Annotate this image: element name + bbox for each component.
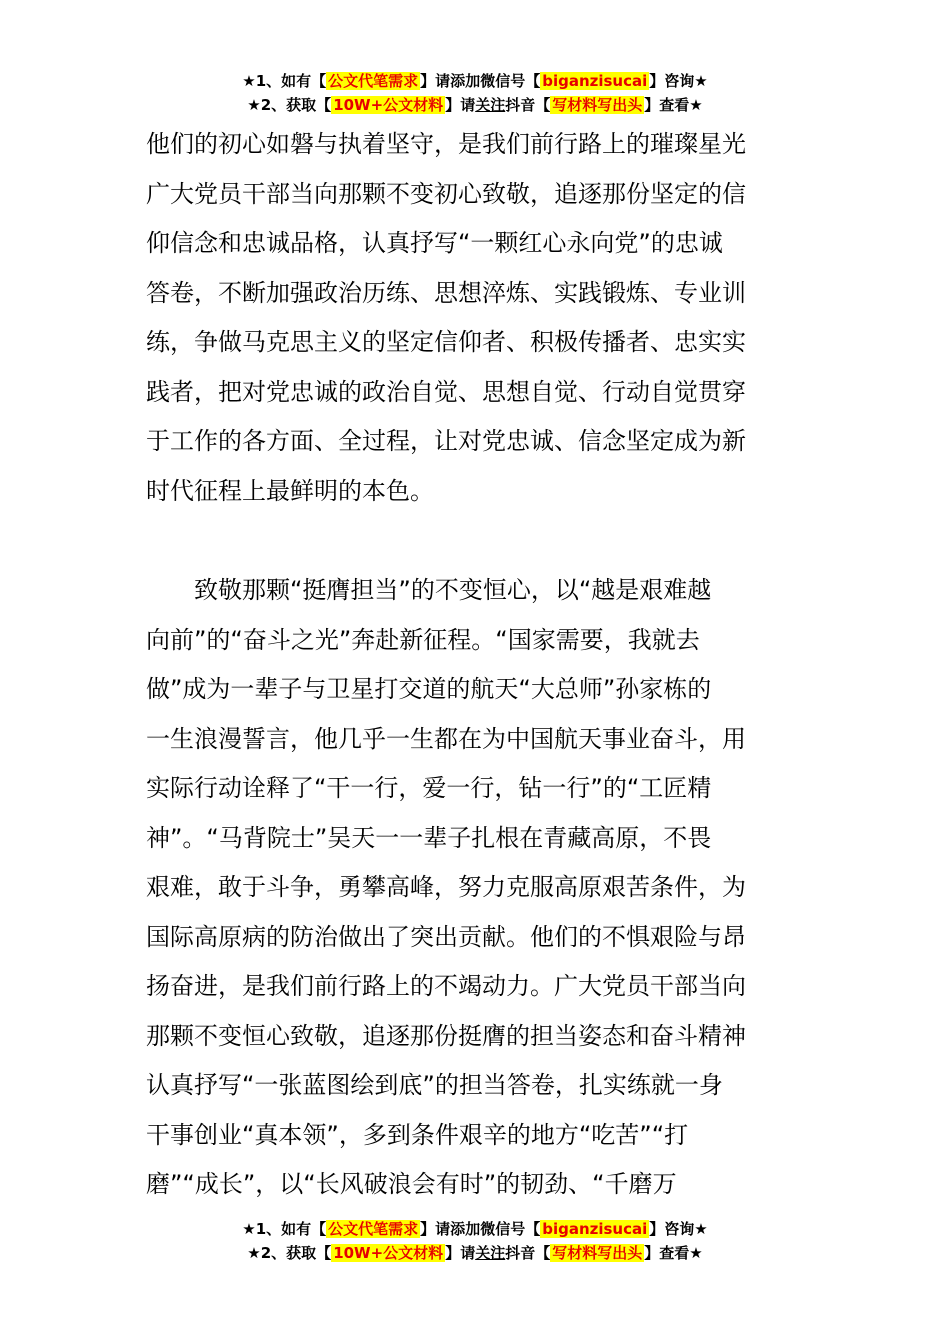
text-line: 做”成为一辈子与卫星打交道的航天“大总师”孙家栋的 (146, 675, 712, 703)
banner-highlight: biganzisucai (542, 1220, 648, 1238)
text-line: 干事创业“真本领”，多到条件艰辛的地方“吃苦”“打 (146, 1120, 689, 1149)
banner-highlight: 10W+公文材料 (333, 1244, 444, 1262)
banner-text: ★2、获取【 (247, 96, 332, 114)
text-line: 时代征程上最鲜明的本色。 (146, 476, 434, 505)
text-line: 践者，把对党忠诚的政治自觉、思想自觉、行动自觉贯穿 (146, 377, 746, 406)
text-line: 于工作的各方面、全过程，让对党忠诚、信念坚定成为新 (146, 427, 746, 455)
banner-line-2 (0, 1242, 950, 1266)
banner-text: ★2、获取【 (247, 1244, 332, 1262)
banner-text: 】查看★ (644, 1244, 703, 1262)
banner-text: 】咨询★ (649, 72, 708, 90)
banner-text: 】请 (445, 1244, 476, 1262)
text-line: 实际行动诠释了“干一行，爱一行，钻一行”的“工匠精 (146, 774, 712, 802)
banner-highlight: 10W+公文材料 (333, 96, 444, 114)
text-line: 一生浪漫誓言，他几乎一生都在为中国航天事业奋斗，用 (146, 724, 746, 753)
banner-text: 】查看★ (644, 96, 703, 114)
text-line: 练，争做马克思主义的坚定信仰者、积极传播者、忠实实 (146, 328, 746, 356)
banner-highlight: biganzisucai (542, 72, 648, 90)
text-line: 那颗不变恒心致敬，追逐那份挺膺的担当姿态和奋斗精神 (146, 1021, 746, 1050)
text-line: 致敬那颗“挺膺担当”的不变恒心，以“越是艰难越 (146, 576, 712, 604)
banner-text: 】请添 (420, 72, 466, 90)
banner-text: 微信号【 (480, 72, 541, 90)
text-line: 向前”的“奋斗之光”奔赴新征程。“国家需要，我就去 (146, 625, 700, 654)
paragraph-2 (146, 566, 808, 1210)
banner-line-2 (0, 94, 950, 118)
paragraph-gap (146, 516, 808, 566)
banner-text: ★1、如有【 (242, 1220, 327, 1238)
banner-text: 抖音【 (505, 1244, 551, 1262)
banner-line-1 (0, 1218, 950, 1242)
header-banner (0, 70, 950, 118)
text-line: 国际高原病的防治做出了突出贡献。他们的不惧艰险与昂 (146, 922, 746, 951)
document-body (146, 120, 808, 1210)
banner-text: ★1、如有【 (242, 72, 327, 90)
banner-text: 】请添 (420, 1220, 466, 1238)
footer-banner (0, 1218, 950, 1266)
text-line: 扬奋进，是我们前行路上的不竭动力。广大党员干部当向 (146, 972, 746, 1000)
text-line: 神”。“马背院士”吴天一一辈子扎根在青藏高原，不畏 (146, 823, 712, 852)
paragraph-1 (146, 120, 808, 516)
banner-text: 抖音【 (505, 96, 551, 114)
text-line: 仰信念和忠诚品格，认真抒写“一颗红心永向党”的忠诚 (146, 229, 723, 257)
text-line: 广大党员干部当向那颗不变初心致敬，追逐那份坚定的信 (146, 179, 746, 208)
text-line: 磨”“成长”，以“长风破浪会有时”的韧劲、“千磨万 (146, 1170, 677, 1198)
text-line: 答卷，不断加强政治历练、思想淬炼、实践锻炼、专业训 (146, 278, 746, 307)
text-line: 艰难，敢于斗争，勇攀高峰，努力克服高原艰苦条件，为 (146, 873, 746, 901)
banner-highlight: 写材料写出头 (552, 1244, 643, 1262)
text-line: 认真抒写“一张蓝图绘到底”的担当答卷，扎实练就一身 (146, 1071, 723, 1099)
banner-highlight: 公文代笔需求 (328, 72, 419, 90)
banner-text: 关注 (475, 1244, 506, 1262)
banner-text: 】咨询★ (649, 1220, 708, 1238)
text-line: 他们的初心如磐与执着坚守，是我们前行路上的璀璨星光 (146, 130, 746, 158)
banner-text: 关注 (475, 96, 506, 114)
banner-text: 微信号【 (480, 1220, 541, 1238)
banner-text: 加 (465, 1220, 481, 1238)
banner-line-1 (0, 70, 950, 94)
banner-highlight: 写材料写出头 (552, 96, 643, 114)
banner-text: 加 (465, 72, 481, 90)
banner-text: 】请 (445, 96, 476, 114)
banner-highlight: 公文代笔需求 (328, 1220, 419, 1238)
